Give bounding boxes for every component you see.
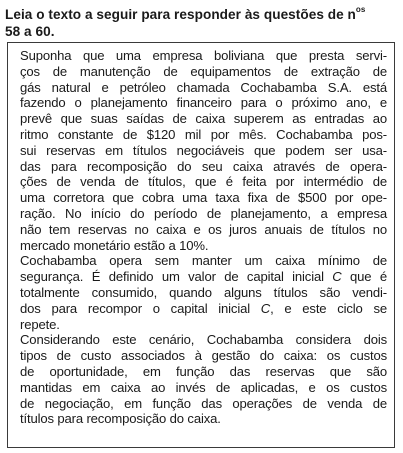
- text-segment: , e este ciclo se: [270, 300, 387, 316]
- text-line: ços de manutenção de equipamentos de extração de: [20, 63, 387, 79]
- instruction-line-1: [5, 6, 401, 23]
- text-line: [20, 269, 387, 285]
- passage-box: [7, 42, 395, 448]
- paragraph-1: [20, 48, 387, 253]
- variable-c: C: [260, 300, 271, 316]
- text-line: [20, 253, 387, 269]
- text-line: das para recomposição do seu caixa através de opera-: [20, 158, 387, 174]
- text-segment: que é: [341, 269, 387, 285]
- text-segment: totalmente consumido, quando alguns títulos são vendi-: [20, 284, 387, 300]
- instruction-lead: Leia o texto a seguir para responder às questões de n: [5, 7, 356, 22]
- text-segment: repete.: [20, 316, 60, 332]
- text-line: mercado monetário estão a 10%.: [20, 237, 209, 253]
- text-line: fazendo o planejamento financeiro para o próximo ano, e: [20, 95, 387, 111]
- text-line: Considerando este cenário, Cochabamba considera dois: [20, 332, 387, 348]
- text-line: [20, 317, 387, 333]
- text-line: ração. No início do período de planejamento, a empresa: [20, 205, 387, 221]
- text-line: uma corretora que cobra uma taxa fixa de $500 por ope-: [20, 190, 387, 206]
- text-line: [20, 285, 387, 301]
- text-line: [20, 301, 387, 317]
- text-segment: dos para recompor o capital inicial: [20, 300, 261, 316]
- text-line: de oportunidade, em função das reservas que são: [20, 363, 388, 379]
- text-line: Suponha que uma empresa boliviana que presta servi-: [20, 48, 387, 63]
- variable-c: C: [332, 269, 342, 285]
- text-segment: Cochabamba opera sem manter um caixa mínimo de: [20, 253, 387, 269]
- text-line: gás natural e petróleo chamada Cochabamba S.A. está: [20, 79, 387, 95]
- text-line: ritmo constante de $120 mil por mês. Cochabamba pos-: [20, 126, 387, 142]
- text-segment: segurança. É definido um valor de capital inicial: [20, 269, 333, 285]
- text-line: sui reservas em títulos negociáveis que podem ser usa-: [20, 142, 387, 158]
- text-line: prevê que suas saídas de caixa superem as entradas ao: [20, 111, 387, 127]
- text-line: de negociação, em função das operações de venda de: [20, 395, 387, 411]
- text-line: mantidas em caixa ao invés de aplicadas, e os custos: [20, 379, 387, 395]
- instruction-superscript: os: [355, 5, 366, 15]
- text-line: tipos de custo associados à gestão do caixa: os custos: [20, 348, 387, 364]
- text-line: títulos para recomposição do caixa.: [20, 411, 221, 427]
- paragraph-2: [20, 253, 387, 332]
- instruction-line-2: 58 a 60.: [5, 24, 55, 39]
- text-line: ções de venda de títulos, que é feita por intermédio de: [20, 174, 387, 190]
- text-line: não tem reservas no caixa e os juros anuais de títulos no: [20, 221, 387, 237]
- question-instruction: [5, 6, 401, 40]
- paragraph-3: [20, 332, 387, 427]
